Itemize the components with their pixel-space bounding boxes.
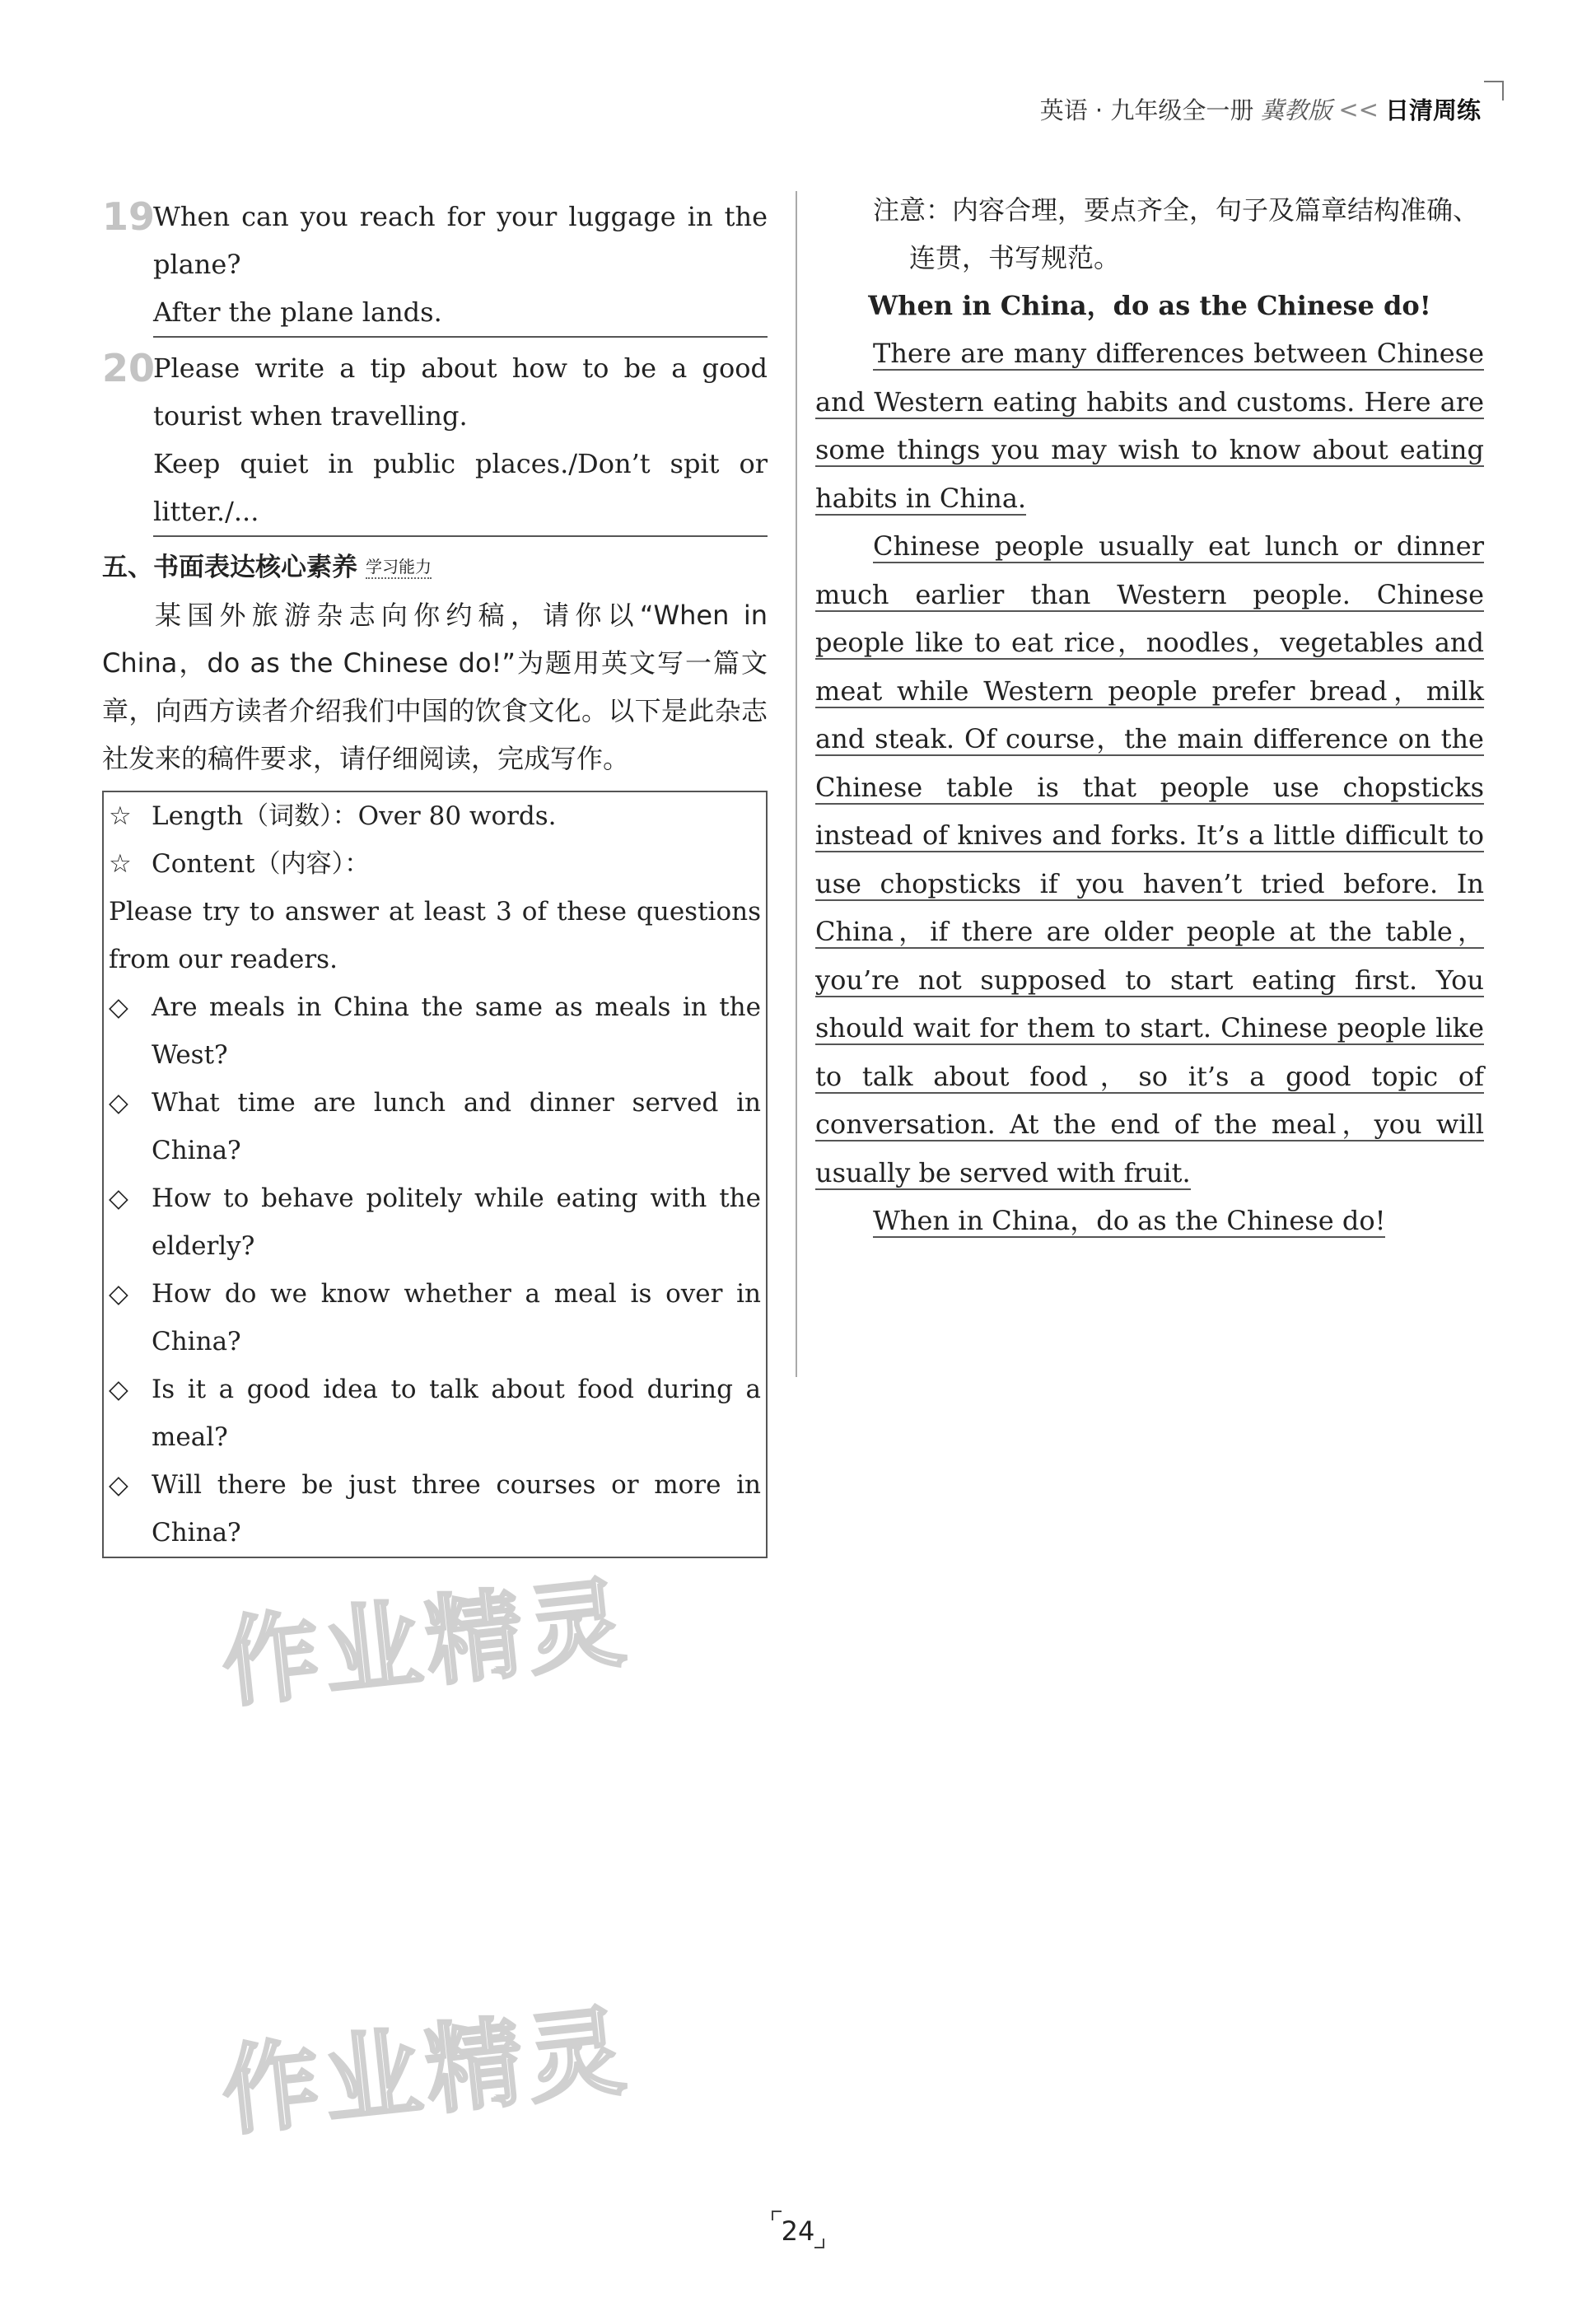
- essay-title: When in China，do as the Chinese do!: [868, 290, 1431, 321]
- star-icon: ☆: [109, 849, 132, 879]
- right-column: [815, 186, 1484, 1245]
- section-heading: [102, 544, 768, 591]
- section-instructions: 某国外旅游杂志向你约稿，请你以“When in China，do as the Chinese do!”为题用英文写一篇文章，向西方读者介绍我们中国的饮食文化。以下是此杂志社发来的稿件要求，请仔细阅读，完成写作。: [102, 600, 768, 774]
- list-item-text: What time are lunch and dinner served in China?: [152, 1088, 761, 1165]
- essay-paragraph-text: Chinese people usually eat lunch or dinner much earlier than Western people. Chinese people like to eat rice，noodles，vegetables and meat while Western people prefer bread，milk and steak. Of course，the main difference on the Chinese table is that people use chopsticks instead of knives and forks. It’s a little difficult to use chopsticks if you haven’t tried before. In China，if there are older people at the table，you’re not supposed to start eating first. You should wait for them to start. Chinese people like to talk about food，so it’s a good topic of conversation. At the end of the meal，you will usually be served with fruit.: [815, 530, 1484, 1188]
- diamond-icon: ◇: [109, 992, 128, 1022]
- list-item-text: Will there be just three courses or more in China?: [152, 1470, 761, 1548]
- page-number: 24: [772, 2215, 825, 2247]
- content-requirement: [109, 840, 761, 888]
- column-divider: [796, 191, 797, 1377]
- answer-text: Keep quiet in public places./Don’t spit or litter./...: [153, 440, 768, 537]
- list-item: [109, 1174, 761, 1270]
- essay-paragraph: [815, 1197, 1484, 1245]
- diamond-icon: ◇: [109, 1184, 128, 1213]
- list-item-text: Are meals in China the same as meals in the West?: [152, 992, 761, 1070]
- watermark: 作业精灵: [217, 1993, 635, 2150]
- separator: <<: [1338, 95, 1379, 124]
- list-item: [109, 1461, 761, 1557]
- list-item: [109, 983, 761, 1079]
- essay-body: [815, 329, 1484, 1245]
- list-item: [109, 1366, 761, 1461]
- diamond-icon: ◇: [109, 1470, 128, 1500]
- book-title: 英语 · 九年级全一册: [1039, 96, 1254, 124]
- content-text: Content（内容）：: [152, 849, 371, 879]
- page-header: [1040, 92, 1481, 126]
- section-tag: 学习能力: [366, 556, 432, 579]
- list-item: [109, 1270, 761, 1366]
- left-column: [102, 193, 768, 1558]
- essay-paragraph-text: There are many differences between Chinese and Western eating habits and customs. Here are some things you may wish to know about eating habits in China.: [815, 338, 1484, 514]
- question-text: Please write a tip about how to be a good tourist when travelling.: [153, 352, 768, 432]
- essay-paragraph: [815, 329, 1484, 522]
- question-number: 20: [102, 346, 156, 390]
- watermark: 作业精灵: [217, 1565, 635, 1721]
- diamond-icon: ◇: [109, 1375, 128, 1404]
- essay-paragraph-text: When in China，do as the Chinese do!: [873, 1205, 1386, 1236]
- corner-mark: [1484, 81, 1504, 100]
- list-item-text: Is it a good idea to talk about food during a meal?: [152, 1375, 761, 1452]
- requirements-box: [102, 791, 768, 1558]
- length-text: Length（词数）：Over 80 words.: [152, 801, 557, 831]
- brand-label: 日清周练: [1384, 96, 1481, 124]
- list-item: [109, 1079, 761, 1174]
- question-19: [102, 193, 768, 338]
- note-line-2: 连贯，书写规范。: [909, 242, 1121, 273]
- list-item-text: How do we know whether a meal is over in China?: [152, 1279, 761, 1356]
- question-20: [102, 344, 768, 537]
- diamond-icon: ◇: [109, 1279, 128, 1309]
- page-footer: [0, 2215, 1596, 2247]
- diamond-icon: ◇: [109, 1088, 128, 1118]
- star-icon: ☆: [109, 801, 132, 831]
- note-line-1: 注意：内容合理，要点齐全，句子及篇章结构准确、: [873, 194, 1480, 226]
- list-item-text: How to behave politely while eating with the elderly?: [152, 1184, 761, 1261]
- answer-text: After the plane lands.: [153, 288, 768, 338]
- edition-label: 冀教版: [1260, 96, 1332, 124]
- question-number: 19: [102, 194, 156, 239]
- box-intro: Please try to answer at least 3 of these questions from our readers.: [109, 897, 761, 974]
- section-title: 五、书面表达核心素养: [102, 553, 357, 582]
- length-requirement: [109, 792, 761, 840]
- question-text: When can you reach for your luggage in the plane?: [153, 201, 768, 280]
- essay-paragraph: [815, 522, 1484, 1197]
